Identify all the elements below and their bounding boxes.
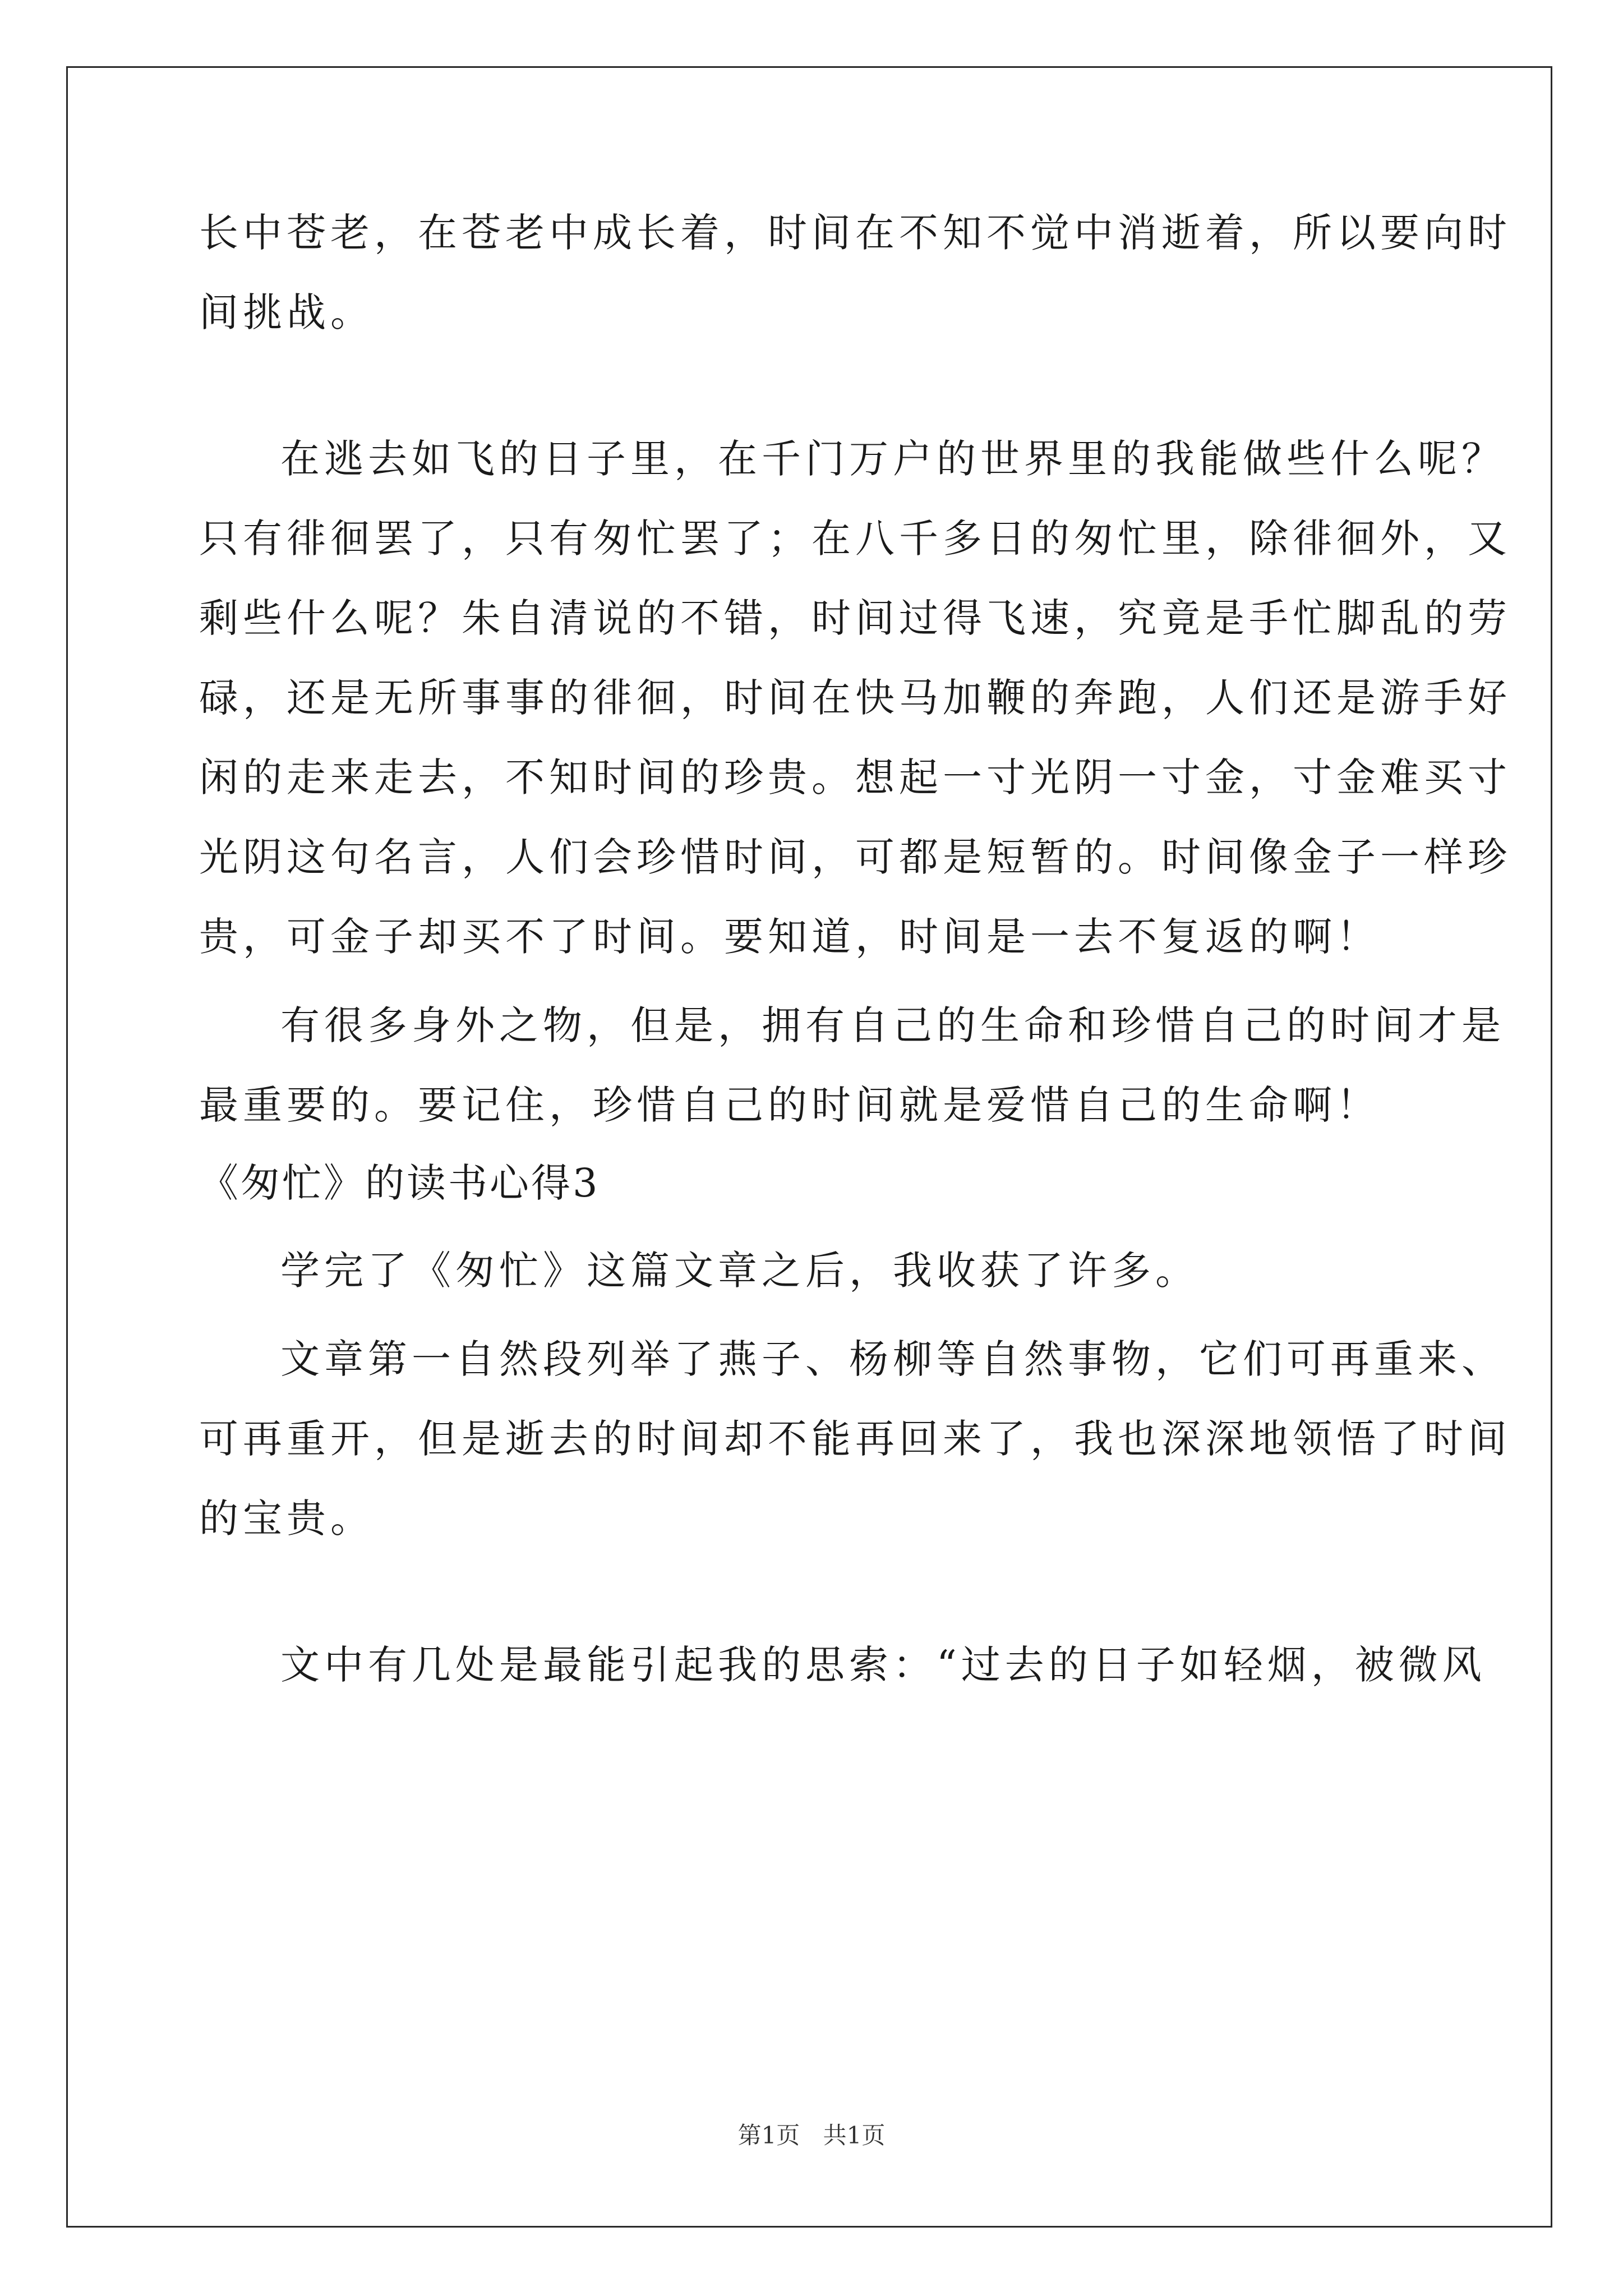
paragraph-start: 在逃去如飞的日子里，在千门万户的世界里的我能做些什么呢？ <box>280 436 1505 482</box>
text-line: 长中苍老，在苍老中成长着，时间在不知不觉中消逝着，所以要向时 <box>199 210 1511 256</box>
text-line: 只有徘徊罢了，只有匆忙罢了；在八千多日的匆忙里，除徘徊外，又 <box>199 516 1511 562</box>
page-footer <box>0 2117 1623 2151</box>
text-line: 剩些什么呢？朱自清说的不错，时间过得飞速，究竟是手忙脚乱的劳 <box>199 595 1511 641</box>
text-line: 光阴这句名言，人们会珍惜时间，可都是短暂的。时间像金子一样珍 <box>199 834 1511 880</box>
section-heading: 《匆忙》的读书心得3 <box>199 1160 600 1206</box>
text-line: 最重要的。要记住，珍惜自己的时间就是爱惜自己的生命啊！ <box>199 1082 1380 1128</box>
text-line: 贵，可金子却买不了时间。要知道，时间是一去不复返的啊！ <box>199 914 1380 960</box>
text-line: 闲的走来走去，不知时间的珍贵。想起一寸光阴一寸金，寸金难买寸 <box>199 754 1511 800</box>
text-line: 可再重开，但是逝去的时间却不能再回来了，我也深深地领悟了时间 <box>199 1416 1511 1462</box>
page-total: 共1页 <box>823 2122 886 2149</box>
page-number: 第1页 <box>737 2122 800 2149</box>
paragraph-start: 文中有几处是最能引起我的思索：“过去的日子如轻烟，被微风 <box>280 1642 1486 1688</box>
page-border <box>66 66 1552 2228</box>
text-line: 的宝贵。 <box>199 1496 374 1542</box>
text-line: 间挑战。 <box>199 289 374 335</box>
text-line: 碌，还是无所事事的徘徊，时间在快马加鞭的奔跑，人们还是游手好 <box>199 675 1511 721</box>
paragraph-start: 文章第一自然段列举了燕子、杨柳等自然事物，它们可再重来、 <box>280 1336 1505 1382</box>
paragraph-start: 学完了《匆忙》这篇文章之后，我收获了许多。 <box>280 1248 1199 1294</box>
paragraph-start: 有很多身外之物，但是，拥有自己的生命和珍惜自己的时间才是 <box>280 1002 1505 1048</box>
